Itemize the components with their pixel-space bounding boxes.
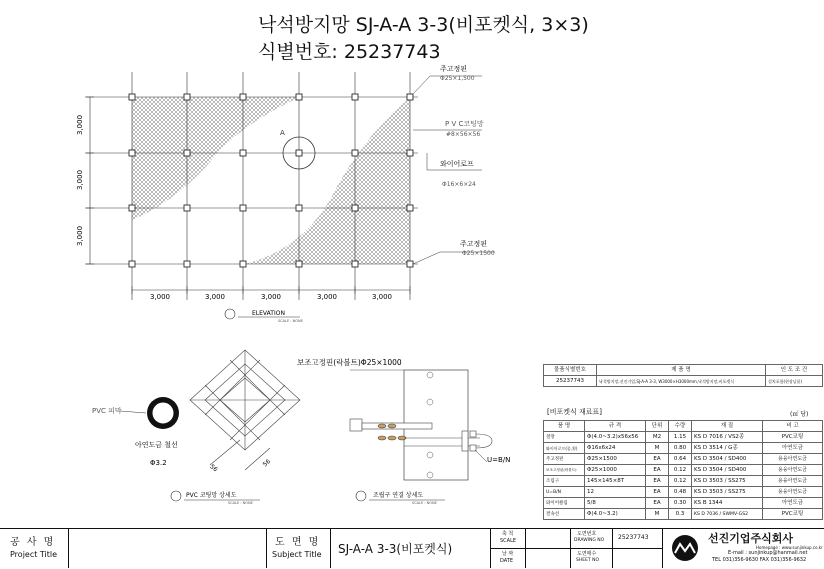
- drawing-no-value: 25237743: [618, 534, 649, 541]
- subject-title-en: Subject Title: [272, 550, 322, 559]
- table-row: 와이어클립 5/8 EA 0.30 KS B 1344 아연도금: [544, 498, 823, 509]
- mat-header: 수량: [669, 421, 692, 432]
- table-row: 철망 Φ(4.0~3.2)x56x56 M2 1.15 KS D 7016 / VS2종 PVC코팅: [544, 432, 823, 443]
- mesh-detail: [190, 350, 300, 470]
- product-header-id: 물품식별번호: [544, 365, 597, 376]
- project-title-en: Project Title: [10, 550, 58, 559]
- dim-left-3: 3,000: [76, 225, 84, 247]
- pin-node: [352, 94, 358, 100]
- ubn-label: U=B/N: [487, 456, 511, 464]
- company-homepage: Homepage : www.sunjinkup.co.kr: [756, 545, 823, 550]
- pin-node: [352, 261, 358, 267]
- scale-label-ko: 축 척: [502, 531, 514, 537]
- callout-main-pin-title: 주고정핀: [440, 65, 468, 73]
- pin-node: [129, 150, 135, 156]
- pin-node: [240, 94, 246, 100]
- product-header-delivery: 인 도 조 건: [766, 365, 823, 376]
- detail-marker-a: A: [280, 129, 285, 137]
- product-delivery: 설치포함(현장납품): [766, 376, 823, 387]
- pin-node: [407, 205, 413, 211]
- callout-wire-rope-title: 와이어로프: [440, 160, 474, 168]
- dim-bottom-2: 3,000: [204, 293, 226, 301]
- mat-header: 규 격: [585, 421, 646, 432]
- date-label-en: DATE: [500, 558, 514, 564]
- material-table-title: [비포켓식 재료표]: [547, 408, 603, 416]
- dim-left-2: 3,000: [76, 169, 84, 191]
- mesh-dim-1: 56: [208, 463, 219, 474]
- project-title-ko: 공 사 명: [10, 537, 56, 548]
- company-email: E-mail : sunjinkup@hanmail.net: [728, 550, 808, 556]
- pin-node: [296, 94, 302, 100]
- pin-node: [129, 94, 135, 100]
- table-row: 결속선 Φ(4.0~3.2) M 0.3 KS D 7036 / SWMV-GS2 PVC코팅: [544, 509, 823, 520]
- table-row: 조립구 145×145×8T EA 0.12 KS D 3503 / SS275 용융아연도금: [544, 476, 823, 487]
- pin-node: [352, 150, 358, 156]
- date-label-ko: 날 짜: [502, 551, 514, 557]
- pin-node: [129, 261, 135, 267]
- pin-node: [240, 205, 246, 211]
- scale-label-en: SCALE: [500, 538, 517, 544]
- drawing-no-label-ko: 도면번호: [577, 531, 597, 537]
- pin-node: [184, 94, 190, 100]
- elevation-scale: SCALE : NONE: [278, 319, 303, 323]
- callout-main-pin2-spec: Φ25×1500: [462, 250, 495, 257]
- pin-node: [407, 261, 413, 267]
- pin-node: [184, 261, 190, 267]
- mesh-dim-2: 56: [261, 458, 273, 469]
- table-row: 보조고정핀(락볼트) Φ25×1000 EA 0.12 KS D 3504 / SD400 용융아연도금: [544, 465, 823, 476]
- dim-bottom-4: 3,000: [316, 293, 338, 301]
- dim-bottom-5: 3,000: [371, 293, 393, 301]
- assembly-detail-caption: 조립구 연결 상세도: [373, 492, 424, 499]
- mat-header: 비 고: [763, 421, 823, 432]
- material-table: [543, 420, 823, 520]
- pin-node: [129, 205, 135, 211]
- pvc-film-label: PVC 피막: [92, 407, 122, 415]
- identification-number: 식별번호: 25237743: [258, 41, 441, 63]
- pin-node: [296, 261, 302, 267]
- pin-node: [407, 94, 413, 100]
- mesh-region-upper: [132, 97, 300, 220]
- aux-pin-label: 보조고정핀(락볼트)Φ25×1000: [297, 358, 402, 367]
- mesh-region-lower: [245, 97, 410, 264]
- pin-node: [184, 205, 190, 211]
- company-logo: [668, 533, 702, 563]
- dim-bottom-3: 3,000: [260, 293, 282, 301]
- mat-header: 품 명: [544, 421, 585, 432]
- wire-diameter: Φ3.2: [150, 459, 167, 467]
- elevation-label: ELEVATION: [252, 310, 285, 317]
- zinc-wire-label: 아연도금 철선: [135, 441, 178, 449]
- callout-wire-rope-spec: Φ16×6×24: [442, 181, 476, 188]
- mesh-detail-caption: PVC 코팅망 상세도: [186, 492, 237, 499]
- sheet-no-label-ko: 도면매수: [577, 551, 597, 557]
- assembly-detail-scale: SCALE : NONE: [412, 501, 437, 505]
- company-tel: TEL 031)356-9630 FAX 031)356-9632: [712, 557, 807, 563]
- dim-bottom-1: 3,000: [149, 293, 171, 301]
- mat-header: 단위: [646, 421, 669, 432]
- dim-left-1: 3,000: [76, 114, 84, 136]
- pin-node: [184, 150, 190, 156]
- pin-node: [296, 205, 302, 211]
- callout-main-pin2-title: 주고정핀: [460, 240, 488, 248]
- table-row: U=B/N 12 EA 0.48 KS D 3503 / SS275 용융아연도금: [544, 487, 823, 498]
- product-table: [543, 364, 823, 387]
- product-name: 낙석방지망,선진기업,SJ-A-A 3-3, W3000×H3000mm,낙석방지망,비포켓식: [597, 376, 766, 387]
- callout-main-pin-spec: Φ25×1,500: [440, 75, 475, 82]
- pin-node: [407, 150, 413, 156]
- mat-header: 재 질: [692, 421, 763, 432]
- company-name: 선진기업주식회사: [708, 532, 794, 545]
- mesh-detail-scale: SCALE : NONE: [228, 501, 253, 505]
- sheet-no-label-en: SHEET NO: [576, 558, 600, 563]
- pin-node: [240, 150, 246, 156]
- rock-bolt: [350, 419, 492, 451]
- drawing-no-label-en: DRAWING NO: [574, 538, 605, 543]
- drawing-title: 낙석방지망 SJ-A-A 3-3(비포켓식, 3×3): [258, 14, 589, 36]
- material-table-unit: (㎡ 당): [790, 411, 809, 418]
- callout-pvc-mesh-spec: #8×56×56: [446, 131, 481, 138]
- table-row: 와이어로프(종,횡) Φ16x6x24 M 0.80 KS D 3514 / G종 아연도금: [544, 443, 823, 454]
- drawing-subject-value: SJ-A-A 3-3(비포켓식): [338, 542, 453, 556]
- table-row: 주고정핀 Φ25×1500 EA 0.64 KS D 3504 / SD400 용융아연도금: [544, 454, 823, 465]
- pin-node: [296, 150, 302, 156]
- product-id: 25237743: [544, 376, 597, 387]
- pin-node: [352, 205, 358, 211]
- callout-pvc-mesh-title: P V C코팅망: [445, 120, 484, 128]
- pin-node: [240, 261, 246, 267]
- subject-title-ko: 도 면 명: [275, 537, 321, 548]
- product-header-name: 제 품 명: [597, 365, 766, 376]
